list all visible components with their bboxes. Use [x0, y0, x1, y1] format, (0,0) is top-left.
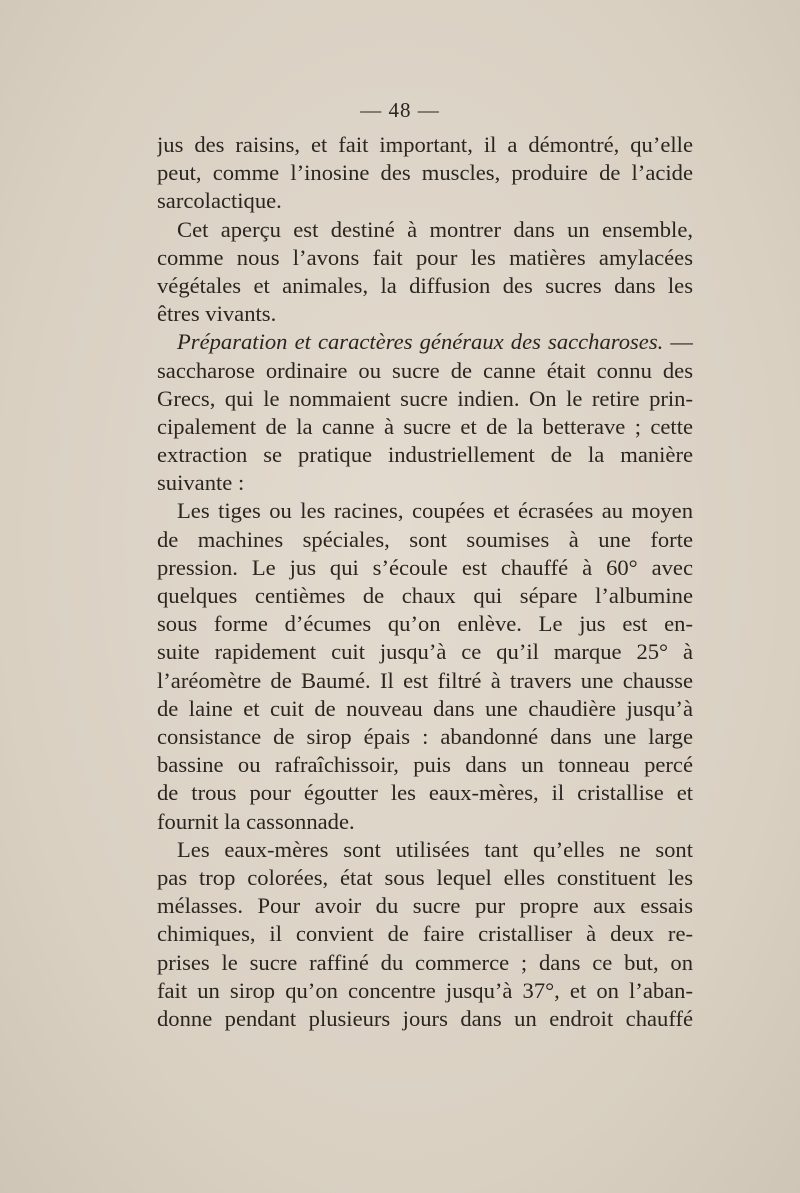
line-text: pression. Le jus qui s’écoule est chauffé à 60° avec	[157, 554, 693, 580]
text-line	[157, 808, 693, 836]
line-text: fournit la cassonnade.	[157, 808, 355, 834]
line-text: comme nous l’avons fait pour les matières amylacées	[157, 244, 693, 270]
line-text: fait un sirop qu’on concentre jusqu’à 37°, et on l’aban-	[157, 977, 693, 1003]
text-line	[157, 357, 693, 385]
text-line	[157, 526, 693, 554]
text-line	[157, 977, 693, 1005]
line-text: mélasses. Pour avoir du sucre pur propre aux essais	[157, 893, 693, 919]
text-line	[157, 723, 693, 751]
text-line	[157, 892, 693, 920]
line-text: sous forme d’écumes qu’on enlève. Le jus est en-	[157, 611, 693, 637]
text-line	[157, 864, 693, 892]
body-text	[157, 131, 693, 1033]
page-number: — 48 —	[360, 98, 440, 122]
text-line	[157, 441, 693, 469]
line-text: jus des raisins, et fait important, il a démontré, qu’elle	[157, 132, 693, 157]
text-line	[157, 413, 693, 441]
line-text: consistance de sirop épais : abandonné dans une large	[157, 723, 693, 749]
text-line	[157, 300, 693, 328]
text-line	[157, 216, 693, 244]
text-line	[157, 272, 693, 300]
line-text: Les eaux-mères sont utilisées tant qu’elles ne sont	[177, 836, 693, 862]
text-line	[157, 779, 693, 807]
line-text: donne pendant plusieurs jours dans un endroit chauffé	[157, 1005, 693, 1031]
text-line	[157, 385, 693, 413]
text-line	[157, 920, 693, 948]
line-text: extraction se pratique industriellement de la manière	[157, 442, 693, 468]
italic-heading: Préparation et caractères généraux des saccharoses.	[177, 329, 664, 355]
text-line	[157, 1005, 693, 1033]
text-line	[157, 836, 693, 864]
line-text: peut, comme l’inosine des muscles, produire de l’acide	[157, 160, 693, 186]
line-text: saccharose ordinaire ou sucre de canne était connu des	[157, 357, 693, 383]
line-text: pas trop colorées, état sous lequel elles constituent les	[157, 864, 693, 890]
text-line	[157, 582, 693, 610]
text-line	[157, 638, 693, 666]
line-text: suivante :	[157, 470, 245, 496]
line-text: —	[670, 329, 693, 355]
text-line	[157, 244, 693, 272]
text-line	[157, 554, 693, 582]
line-text: êtres vivants.	[157, 301, 277, 327]
text-line	[157, 159, 693, 187]
text-line	[157, 497, 693, 525]
line-text: de trous pour égoutter les eaux-mères, il cristallise et	[157, 780, 693, 806]
line-text: chimiques, il convient de faire cristalliser à deux re-	[157, 921, 693, 947]
line-text: bassine ou rafraîchissoir, puis dans un tonneau percé	[157, 752, 693, 778]
line-text: de laine et cuit de nouveau dans une chaudière jusqu’à	[157, 695, 693, 721]
text-line	[157, 469, 693, 497]
line-text: Les tiges ou les racines, coupées et écrasées au moyen	[177, 498, 693, 524]
text-line	[157, 328, 693, 356]
line-text: végétales et animales, la diffusion des sucres dans les	[157, 272, 693, 298]
line-text: prises le sucre raffiné du commerce ; dans ce but, on	[157, 949, 693, 975]
line-text: de machines spéciales, sont soumises à une forte	[157, 526, 693, 552]
line-text: l’aréomètre de Baumé. Il est filtré à travers une chausse	[157, 667, 693, 693]
line-text: Cet aperçu est destiné à montrer dans un ensemble,	[177, 216, 693, 242]
line-text: Grecs, qui le nommaient sucre indien. On le retire prin-	[157, 385, 693, 411]
line-text: quelques centièmes de chaux qui sépare l’albumine	[157, 583, 693, 609]
text-line	[157, 610, 693, 638]
line-text: sarcolactique.	[157, 188, 282, 214]
line-text: cipalement de la canne à sucre et de la betterave ; cette	[157, 413, 693, 439]
line-text: suite rapidement cuit jusqu’à ce qu’il marque 25° à	[157, 639, 693, 665]
text-line	[157, 187, 693, 215]
text-line	[157, 695, 693, 723]
text-line	[157, 949, 693, 977]
text-line	[157, 667, 693, 695]
text-line	[157, 131, 693, 159]
text-line	[157, 751, 693, 779]
